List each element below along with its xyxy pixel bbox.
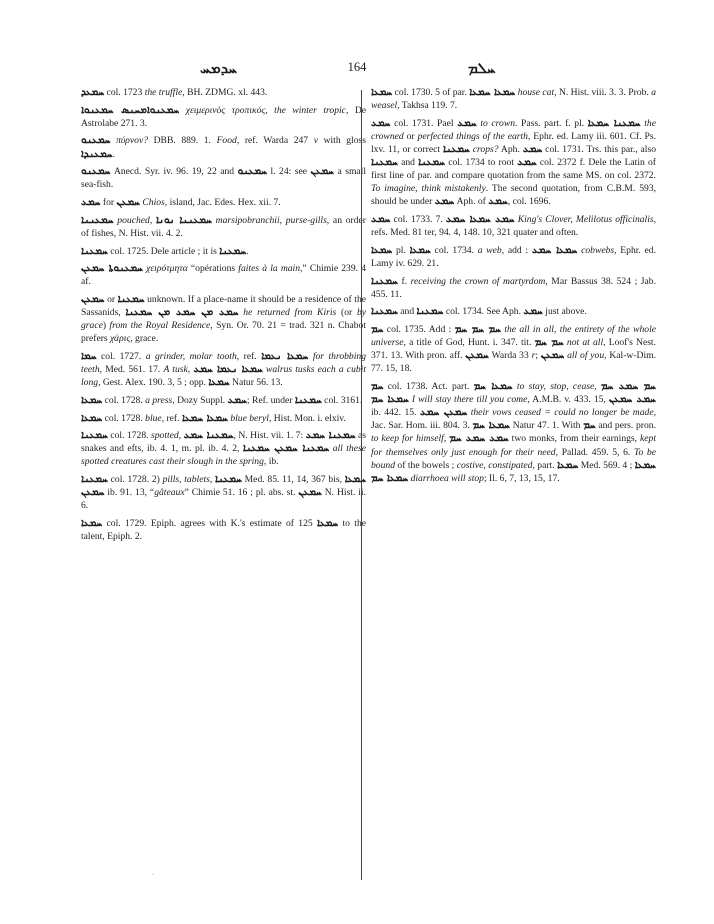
column-divider — [361, 90, 362, 880]
syriac-term: ܚܡܥܐ ܚܡܥܢ — [81, 474, 366, 499]
syriac-term: ܚܡ ܚܡ — [534, 337, 564, 349]
syriac-term: ܚܡܥܢܐ — [442, 143, 470, 155]
entry-text: , Loof's Nest. 371. 13. With pron. aff. — [371, 337, 656, 362]
italic-text: house cat — [517, 87, 555, 98]
entry-text: Aph. — [498, 143, 523, 155]
syriac-term: ܚܡܥܐ ܚܡܥܐ — [181, 412, 228, 424]
entry-text: , an order of fishes, N. Hist. vii. 4. 2. — [81, 214, 366, 239]
dictionary-entry — [371, 117, 656, 209]
dictionary-entry — [81, 196, 366, 209]
entry-text: , N. Hist. viii. 3. 3. Prob. — [554, 87, 652, 98]
italic-text: by grace — [81, 307, 366, 332]
dictionary-entry — [81, 517, 366, 543]
syriac-term: ܚܡܥܐ ܚܡ — [473, 381, 513, 393]
syriac-term: ܚܡܥ — [457, 117, 477, 129]
syriac-term: ܚܡܥܢ — [465, 350, 489, 362]
entry-text: “opérations — [187, 263, 239, 275]
entry-text: col. 1725. Dele article ; it is — [107, 245, 220, 257]
entry-text: , Takhsa 119. 7. — [397, 100, 458, 112]
italic-text: blue beryl — [230, 412, 269, 424]
entry-text: ,” Chimie 239. 4 af. — [81, 263, 366, 288]
italic-text: kept for themselves only just enough for their need — [371, 433, 657, 458]
dictionary-entry — [371, 213, 656, 239]
italic-text: pills, tablets — [162, 474, 210, 486]
syriac-term: ܚܡܥܢܘ — [81, 166, 111, 178]
syriac-term: ܚܡܥܢܐ — [81, 430, 108, 442]
entry-text: , Med. 561. 17. — [99, 364, 164, 376]
syriac-term: ܚܡܥܢܐ — [294, 394, 322, 406]
syriac-term: ܚܡܥܐ — [371, 87, 393, 98]
entry-text: ; Il. 6, 7, 13, 15, 17. — [483, 472, 560, 484]
entry-text: ; Ref. under — [246, 394, 295, 406]
italic-text: r — [531, 350, 536, 362]
syriac-term: ܚܡܥ — [523, 306, 543, 318]
syriac-term: ܚܡܥ — [522, 143, 543, 155]
syriac-term: ܚܡܥܢܐ ܚܡܥܢ ܚܡܥܢܐ — [242, 443, 330, 455]
dictionary-entry — [81, 429, 366, 468]
entry-text: , Mar Bassus 38. 524 ; Jab. 455. 11. — [371, 275, 656, 300]
syriac-term: ܚܡܥܐ ܚܡ — [472, 420, 510, 432]
italic-text: χειρότμητα — [146, 263, 188, 275]
syriac-term: ܚܡܥܢ — [310, 166, 334, 178]
syriac-term: ܚܡ ܚܡܥ ܚܡ ܚܡܥܐ ܚܡ — [371, 381, 656, 406]
stray-mark: · — [152, 872, 154, 878]
syriac-term: ܚܡ — [371, 381, 384, 393]
dictionary-entry — [81, 245, 366, 258]
syriac-term: ܚܡܥ ܚܡܥ ܚܡ — [449, 433, 509, 445]
entry-text: , ref. — [161, 412, 182, 424]
dictionary-entry — [371, 323, 656, 375]
entry-text: col. 1731. Pael — [390, 117, 458, 129]
entry-text: to the talent, Epiph. 2. — [81, 517, 367, 543]
dictionary-entry — [371, 305, 656, 318]
entry-text: col. 1723 — [104, 87, 145, 98]
entry-text: , grace. — [130, 333, 159, 345]
entry-text: Natur 47. 1. With — [509, 420, 584, 432]
entry-text: , Syn. Or. 70. 21 = trad. 321 n. Chabot prefers — [81, 320, 366, 345]
italic-text: Food — [216, 135, 237, 147]
entry-text: . — [112, 148, 116, 160]
entry-text: col. 1735. Add : — [383, 324, 455, 336]
dictionary-entry — [81, 165, 366, 191]
syriac-term: ܚܡܥ — [81, 197, 101, 209]
entry-text: col. 1727. — [96, 350, 146, 362]
entry-text: , — [594, 381, 601, 393]
italic-text: crops? — [472, 143, 499, 155]
syriac-term: ܚܡܥܢܐ — [371, 306, 398, 318]
italic-text: blue — [145, 412, 162, 424]
entry-text: , add : — [501, 244, 532, 256]
italic-text: the all in all, the entirety of the whole universe — [371, 324, 656, 349]
italic-text: Chios — [142, 197, 165, 209]
syriac-term: ܚܡܥܐ — [316, 517, 339, 529]
italic-text: χειμερινὸς τροπικός — [185, 104, 266, 116]
entry-text: , Jac. Sar. Hom. iii. 804. 3. — [371, 407, 656, 432]
entry-text: as snakes and efts, ib. 4. 1, m. pl. ib. 4. 2, — [81, 430, 367, 455]
entry-text: col. 1738. Act. part. — [383, 381, 474, 393]
entry-text: col. 1728. 2) — [107, 474, 163, 486]
page-header — [0, 58, 714, 80]
running-head-right: ܚܠܡ — [468, 61, 496, 77]
syriac-term: ܚܡܥܢܐ — [219, 245, 247, 257]
entry-text: of the bowels ; — [394, 459, 457, 471]
italic-text: πύρνον? — [116, 135, 149, 147]
entry-text: , N. Hist. vii. 1. 7: — [233, 430, 306, 442]
entry-text: Med. 85. 11, 14, 367 bis, — [241, 474, 345, 486]
italic-text: v — [313, 135, 318, 147]
syriac-term: ܚܡܥܢܢܐ ܢܘܢܐ — [155, 214, 212, 226]
syriac-term: ܚܡܥܢܐ ܚܡܥ — [305, 430, 356, 442]
syriac-term: ܚܡܥܐ — [409, 244, 431, 256]
entry-text: col. 1734 to root — [445, 157, 518, 169]
entry-text: , Kal-w-Dim. 77. 15, 18. — [371, 350, 656, 375]
dictionary-entry — [371, 380, 656, 485]
entry-text: two monks, from their earnings, — [508, 433, 641, 445]
syriac-term: ܚܡܥܢ — [81, 293, 105, 305]
entry-text: pl. — [392, 244, 410, 256]
italic-text: To imagine, think mistakenly — [371, 183, 486, 195]
dictionary-entry — [371, 275, 656, 301]
entry-text: , Dozy Suppl. — [172, 394, 228, 406]
dictionary-entry — [81, 86, 366, 99]
entry-text: , a title of God, Hunt. i. 347. tit. — [403, 337, 535, 349]
syriac-term: ܚܡܥܢܘܬܐ ܚܡܥܢ — [81, 263, 143, 275]
entry-text: col. 1734. — [430, 244, 478, 256]
italic-text: their vows ceased = could no longer be made — [470, 407, 654, 419]
entry-text: , — [209, 474, 216, 486]
syriac-term: ܚܡܥܐ ܢܥܡܐ — [261, 350, 309, 362]
dictionary-entry — [81, 293, 366, 345]
entry-text: ; — [535, 350, 541, 362]
page-number: 164 — [347, 60, 367, 74]
entry-text: just above. — [542, 306, 587, 318]
syriac-term: ܚܡܥܐ — [557, 459, 579, 471]
entry-text: col. 1728. — [102, 412, 146, 424]
dictionary-entry — [81, 214, 366, 240]
italic-text: marsipobranchii, purse-gills — [215, 214, 327, 226]
entry-text: , Pallad. 459. 5, 6. — [555, 446, 634, 458]
syriac-term: ܚܡ — [583, 420, 596, 432]
syriac-term: ܚܡܥ — [227, 394, 247, 406]
entry-text: col. 1734. See Aph. — [443, 306, 524, 318]
syriac-term: ܚܡܥܢ — [540, 350, 565, 362]
italic-text: to crown — [480, 117, 516, 129]
syriac-term: ܚܡܥܢܐ — [215, 474, 242, 486]
left-column — [81, 86, 366, 548]
italic-text: A tusk — [163, 364, 188, 376]
syriac-term: ܚܡ — [371, 324, 384, 336]
entry-text: col. 1728. — [102, 394, 146, 406]
entry-text: , — [265, 104, 275, 116]
entry-text: , A.M.B. v. 433. 15, — [527, 394, 609, 406]
dictionary-entry — [81, 473, 366, 512]
entry-text: and — [397, 157, 419, 169]
italic-text: To be bound — [371, 446, 656, 471]
italic-text: I will stay there till you come — [411, 394, 528, 406]
entry-text: , Gest. Alex. 190. 3, 5 ; opp. — [98, 377, 209, 389]
entry-text: N. Hist. ii. 6. — [81, 487, 366, 512]
entry-text: col. 1733. 7. — [390, 214, 446, 226]
entry-text: , — [443, 433, 450, 445]
italic-text: the crowned — [371, 117, 656, 142]
syriac-term: ܚܡܥܐ ܚܡܥܐ ܚܡ — [371, 459, 656, 484]
running-head-left: ܚܕܡܚ — [200, 61, 238, 77]
italic-text: all these spotted creatures cast their slough in the spring — [81, 443, 366, 468]
syriac-term: ܚܡܥܢܘ — [237, 166, 268, 178]
italic-text: pouched — [117, 214, 150, 226]
entry-text: DBB. 889. 1. — [148, 135, 217, 147]
italic-text: a web — [477, 244, 502, 256]
italic-text: a weasel — [371, 87, 656, 112]
entry-text: , ib. — [263, 456, 279, 468]
entry-text: , ref. Warda 247 — [236, 135, 314, 147]
entry-text: col. 1728. — [107, 430, 151, 442]
syriac-term: ܚܡܥ ܚܡܥܢ — [608, 394, 656, 406]
entry-text: . Pass. part. f. pl. — [515, 117, 588, 129]
syriac-term: ܚܡܥܢܐ — [416, 306, 444, 318]
dictionary-entry — [81, 134, 366, 160]
italic-text: spotted — [151, 430, 179, 442]
italic-text: for throbbing teeth — [81, 350, 366, 376]
entry-text: ib. 442. 15. — [371, 407, 420, 419]
dictionary-entry — [371, 244, 656, 270]
entry-text: col. 3161. — [321, 394, 363, 406]
entry-text: or — [104, 293, 118, 305]
syriac-term: ܚܡܥܐ ܢܥܡܐ ܚܡܥ — [193, 364, 263, 376]
entry-text: f. — [397, 275, 411, 287]
italic-text: all of you — [567, 350, 605, 362]
syriac-term: ܚܡܥܐ — [81, 517, 103, 529]
syriac-term: ܚܡܥ ܚܡܥܐ ܚܡܥ — [445, 214, 515, 226]
italic-text: χάρις — [110, 333, 131, 345]
syriac-term: ܚܡܥܢܐ ܚܡܥܐ — [587, 117, 641, 129]
entry-text: a small sea-fish. — [81, 166, 366, 191]
entry-text: Anecd. Syr. iv. 96. 19, 22 and — [110, 166, 238, 178]
syriac-term: ܚܡܥܕ — [81, 87, 105, 98]
dictionary-entry — [81, 262, 366, 288]
entry-text: , part. — [532, 459, 558, 471]
italic-text: to stay, stop, cease — [516, 381, 595, 393]
italic-text: walrus tusks each a cubit long — [81, 364, 366, 389]
italic-text: receiving the crown of martyrdom — [410, 275, 546, 287]
italic-text: costive, constipated — [456, 459, 533, 471]
entry-text: unknown. If a place-name it should be a residence of the Sassanids, — [81, 293, 366, 319]
italic-text: diarrhoea will stop — [410, 472, 484, 484]
dictionary-entry — [81, 104, 366, 130]
syriac-term: ܚܡܥܐ — [208, 377, 230, 389]
italic-text: not at all — [566, 337, 604, 349]
syriac-term: ܚܡܥ — [371, 117, 391, 129]
entry-text: , — [149, 214, 156, 226]
entry-text: Natur 56. 13. — [229, 377, 283, 389]
italic-text: the truffle — [144, 87, 183, 98]
entry-text: for — [100, 197, 117, 209]
entry-text: l. 24: see — [267, 166, 311, 178]
syriac-term: ܚܡܥ — [488, 196, 508, 208]
entry-text: , — [178, 430, 184, 442]
entry-text: with gloss — [317, 135, 366, 147]
entry-text: , col. 1696. — [507, 196, 551, 208]
italic-text: a grinder, molar tooth — [145, 350, 237, 362]
entry-text: . The second quotation, from C.B.M. 593, should be under — [371, 183, 656, 208]
syriac-term: ܚܡܥܢܢܐ — [81, 214, 114, 226]
italic-text: gâteaux — [154, 487, 185, 499]
entry-text: , Ephr. ed. Lamy iv. 629. 21. — [371, 244, 656, 269]
entry-text: , Ephr. ed. Lamy iii. 601. Cf. Ps. lxv. 11, or correct — [371, 130, 656, 155]
syriac-term: ܚܡܥܢ — [116, 197, 140, 209]
entry-text: col. 1731. Trs. this par., also — [542, 143, 656, 155]
italic-text: faites à la main — [238, 263, 301, 275]
entry-text: col. 2372 f. Dele the Latin of first line of par. and compare quotation from the same MS. on col. 2372. — [371, 157, 656, 182]
syriac-term: ܚܡܥܐ ܚܡܥܐ — [469, 87, 516, 98]
syriac-term: ܚܡܥܢܕܐ — [81, 148, 113, 160]
entry-text: ) — [102, 320, 110, 332]
syriac-term: ܚܡܥ ܡܢ ܚܡܥ ܡܢ ܚܡܥܢܐ — [125, 307, 239, 319]
syriac-term: ܚܡܥܢܐ — [371, 275, 398, 287]
italic-text: King's Clover, Melilotus officinalis — [517, 214, 654, 226]
syriac-term: ܚܡܥܢܘܐܡܚܢܣ ܚܡܥܢܘܐ — [81, 104, 180, 116]
entry-text: col. 1730. 5 of par. — [392, 87, 470, 98]
italic-text: a press — [145, 394, 173, 406]
entry-text: , island, Jac. Edes. Hex. xii. 7. — [164, 197, 281, 209]
italic-text: cobwebs — [581, 244, 615, 256]
syriac-term: ܚܡܥܢܐ ܚܡܥ — [183, 430, 234, 442]
syriac-term: ܚܡܥܢܐ — [81, 245, 108, 257]
italic-text: the winter tropic — [274, 104, 346, 116]
entry-text: , De Astrolabe 271. 3. — [81, 104, 367, 129]
syriac-term: ܚܡܥ — [434, 196, 455, 208]
syriac-term: ܚܡܥܐ — [81, 394, 103, 406]
dictionary-entry — [81, 350, 366, 389]
italic-text: he returned from Kiris — [243, 307, 337, 319]
entry-text: or — [403, 130, 418, 142]
syriac-term: ܚܡܥܢ — [298, 487, 322, 499]
entry-text: (or — [336, 307, 357, 319]
syriac-term: ܚܡܥܢܐ — [81, 474, 108, 486]
right-column — [371, 86, 656, 489]
entry-text: ” Chimie 51. 16 ; pl. abs. st. — [184, 487, 299, 499]
entry-text: , refs. Med. 81 ter, 94. 4, 148. 10, 321 quater and often. — [371, 214, 657, 239]
entry-text: Med. 569. 4 ; — [578, 459, 635, 471]
entry-text: , Hist. Mon. i. elxiv. — [268, 412, 346, 424]
entry-text: col. 1729. Epiph. agrees with K.'s estimate of 125 — [102, 517, 317, 529]
italic-text: from the Royal Residence — [109, 320, 211, 332]
dictionary-entry — [81, 394, 366, 407]
syriac-term: ܚܡܐ — [81, 350, 97, 362]
syriac-term: ܚܡܥܢ ܚܡܥ — [419, 407, 468, 419]
entry-text: Aph. of — [454, 196, 489, 208]
syriac-term: ܚܡܥܐ — [81, 412, 103, 424]
entry-text: . — [246, 245, 249, 257]
entry-text: and — [397, 306, 417, 318]
italic-text: to keep for himself — [371, 433, 444, 445]
syriac-term: ܚܡܥܢܘ — [81, 135, 111, 147]
syriac-term: ܚܡܥܢܐ — [371, 157, 398, 169]
syriac-term: ܚܡܥ — [371, 214, 391, 226]
syriac-term: ܚܡܥܐ ܚܡܥ — [531, 244, 578, 256]
syriac-term: ܚܡܥ — [517, 157, 537, 169]
entry-text: , BH. ZDMG. xl. 443. — [182, 87, 268, 98]
syriac-term: ܚܡܥܐ — [371, 244, 393, 256]
dictionary-entry — [371, 86, 656, 112]
syriac-term: ܚܡܥܢܐ — [418, 157, 446, 169]
entry-text: , ref. — [236, 350, 262, 362]
italic-text: perfected things of the earth — [417, 130, 528, 142]
dictionary-entry — [81, 412, 366, 425]
syriac-term: ܚܡܥܢܐ — [117, 293, 145, 305]
entry-text: and pers. pron. — [595, 420, 656, 432]
entry-text: Warda 33 — [488, 350, 532, 362]
syriac-term: ܚܡ ܚܡ ܚܡ — [454, 324, 501, 336]
entry-text: ib. 91. 13, “ — [104, 487, 155, 499]
entry-text: , — [187, 364, 194, 376]
